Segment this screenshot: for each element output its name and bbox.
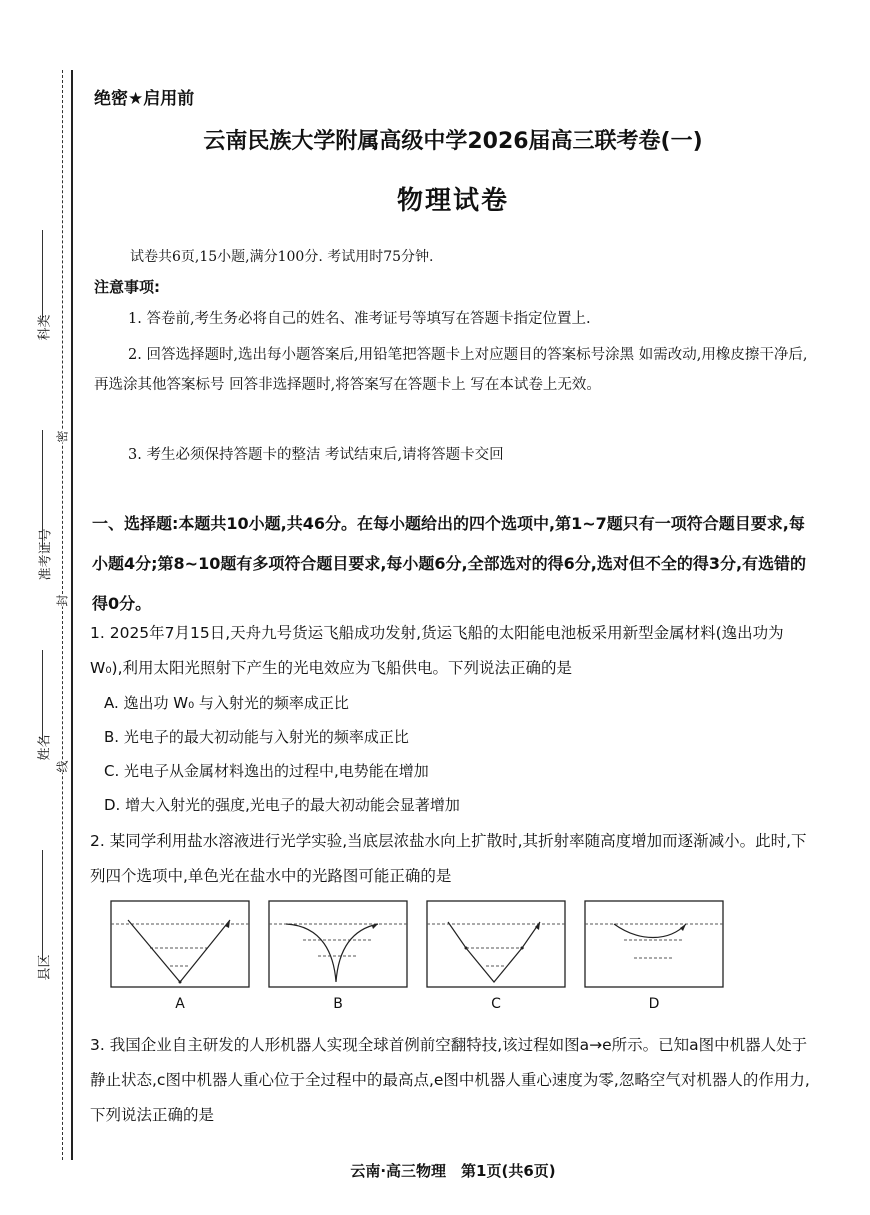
- question-3-stem: 3. 我国企业自主研发的人形机器人实现全球首例前空翻特技,该过程如图a→e所示。已知a图中机器人处于静止状态,c图中机器人重心位于全过程中的最高点,e图中机器人重心速度为零,忽略空气对机器人的作用力,下列说法正确的是: [90, 1036, 810, 1124]
- subject-title: 物理试卷: [396, 186, 509, 216]
- notice-item: 2. 回答选择题时,选出每小题答案后,用铅笔把答题卡上对应题目的答案标号涂黑 如需改动,用橡皮擦干净后,再选涂其他答案标号 回答非选择题时,将答案写在答题卡上 写在本试卷上无效。: [94, 347, 808, 393]
- exam-info: 试卷共6页,15小题,满分100分. 考试用时75分钟.: [130, 249, 434, 265]
- question-1-stem: 1. 2025年7月15日,天舟九号货运飞船成功发射,货运飞船的太阳能电池板采用新型金属材料(逸出功为W₀),利用太阳光照射下产生的光电效应为飞船供电。下列说法正确的是: [90, 624, 784, 677]
- name-label: 姓名: [37, 734, 53, 761]
- q1-option-c: C. 光电子从金属材料逸出的过程中,电势能在增加: [104, 762, 429, 780]
- county-blank-line: [42, 850, 43, 960]
- diagram-label-b: B: [333, 996, 343, 1012]
- secret-mark: 绝密★启用前: [94, 89, 195, 109]
- notice-heading: 注意事项:: [94, 278, 160, 296]
- page-footer: 云南·高三物理 第1页(共6页): [350, 1162, 556, 1180]
- light-path-diagram-d: [584, 900, 724, 988]
- light-path-diagram-b: [268, 900, 408, 988]
- seal-char-xian: 线: [55, 760, 70, 773]
- q1-option-d: D. 增大入射光的强度,光电子的最大初动能会显著增加: [104, 796, 460, 814]
- subject-blank-line: [42, 230, 43, 320]
- seal-dashed-line: [62, 70, 63, 1160]
- q1-option-b: B. 光电子的最大初动能与入射光的频率成正比: [104, 728, 409, 746]
- seal-solid-line: [71, 70, 73, 1160]
- diagram-label-d: D: [648, 996, 660, 1012]
- question-2-stem: 2. 某同学利用盐水溶液进行光学实验,当底层浓盐水向上扩散时,其折射率随高度增加而逐渐减小。此时,下列四个选项中,单色光在盐水中的光路图可能正确的是: [90, 832, 807, 885]
- diagram-label-a: A: [175, 996, 185, 1012]
- subject-label: 科类: [37, 314, 53, 341]
- binding-margin: [0, 0, 80, 1215]
- light-path-diagram-c: [426, 900, 566, 988]
- q1-option-a: A. 逸出功 W₀ 与入射光的频率成正比: [104, 694, 349, 712]
- seal-char-feng: 封: [55, 594, 70, 607]
- light-path-diagram-a: [110, 900, 250, 988]
- name-blank-line: [42, 650, 43, 740]
- notice-item: 1. 答卷前,考生务必将自己的姓名、准考证号等填写在答题卡指定位置上.: [128, 311, 591, 327]
- diagram-label-c: C: [491, 996, 501, 1012]
- section-heading: 一、选择题:本题共10小题,共46分。在每小题给出的四个选项中,第1~7题只有一项符合题目要求,每小题4分;第8~10题有多项符合题目要求,每小题6分,全部选对的得6分,选对但不全的得3分,有选错的得0分。: [92, 514, 807, 613]
- notice-item: 3. 考生必须保持答题卡的整洁 考试结束后,请将答题卡交回: [128, 447, 504, 463]
- exam-title: 云南民族大学附属高级中学2026届高三联考卷(一): [203, 129, 703, 154]
- exam-no-label: 准考证号: [38, 528, 54, 581]
- seal-char-mi: 密: [55, 430, 70, 443]
- county-label: 县区: [37, 954, 53, 981]
